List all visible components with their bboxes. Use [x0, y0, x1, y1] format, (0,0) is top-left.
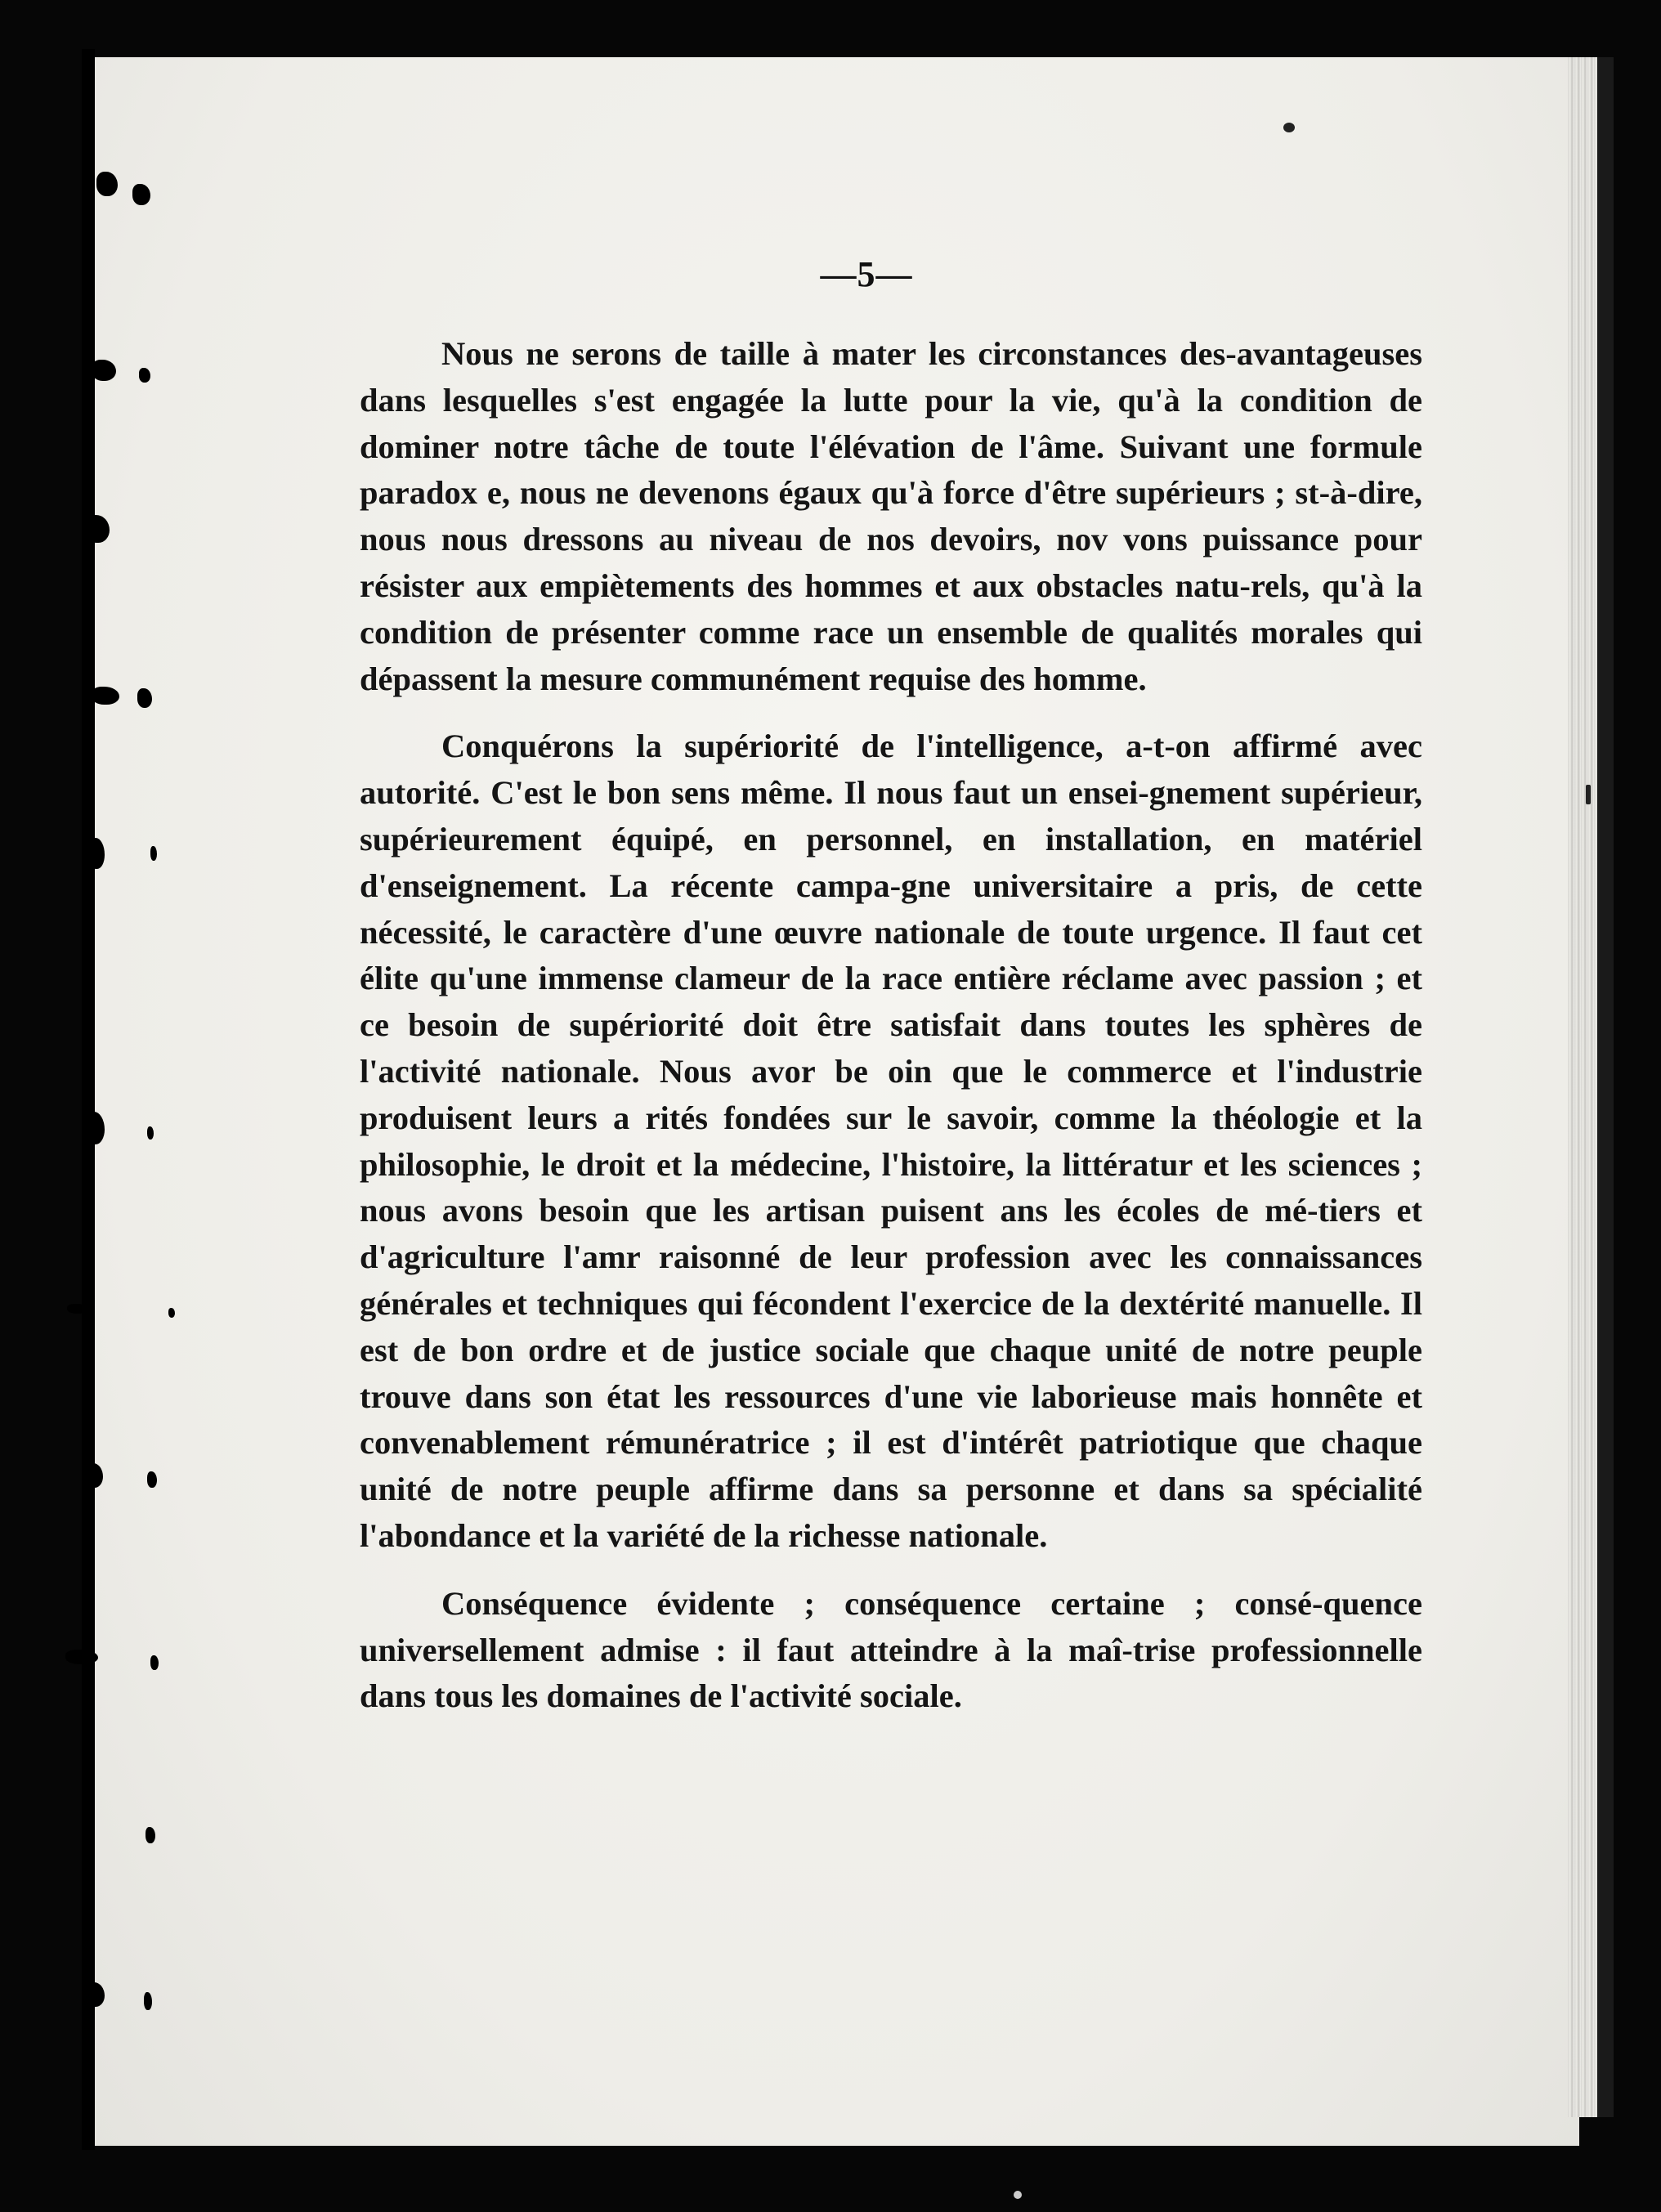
- binding-mark: [92, 360, 116, 381]
- binding-mark: [92, 687, 119, 705]
- paper-speck: [1014, 2191, 1022, 2199]
- binding-mark: [85, 1982, 105, 2007]
- binding-mark: [85, 1463, 103, 1488]
- binding-mark: [144, 1992, 152, 2010]
- paper-speck: [1283, 123, 1295, 132]
- paper-speck: [1586, 785, 1591, 804]
- binding-mark: [137, 688, 152, 708]
- binding-mark: [65, 1650, 98, 1664]
- binding-mark: [132, 184, 150, 205]
- binding-mark: [147, 1471, 157, 1488]
- page-number: —5—: [820, 254, 913, 294]
- binding-mark: [139, 368, 150, 383]
- binding-mark: [150, 1655, 159, 1670]
- binding-mark: [168, 1308, 175, 1318]
- binding-mark: [150, 846, 157, 861]
- page-edge-shadow: [1597, 57, 1614, 2117]
- paragraph: Nous ne serons de taille à mater les circonstances des-avantageuses dans lesquelles s'est engagée la lutte pour la vie, qu'à la condition de dominer notre tâche de toute l'élévation de l'âme. Suivant une formule paradox e, nous ne devenons égaux qu'à force d'être supérieurs ; st-à-dire, nous nous dressons au niveau de nos devoirs, nov vons puissance pour résister aux empiètements des hommes et aux obstacles natu-rels, qu'à la condition de présenter comme race un ensemble de qualités morales qui dépassent la mesure communément requise des homme.: [360, 335, 1422, 697]
- body-text: [360, 331, 1422, 1720]
- paragraph: Conséquence évidente ; conséquence certaine ; consé-quence universellement admise : il faut atteindre à la maî-trise professionnelle dans tous les domaines de l'activité sociale.: [360, 1584, 1422, 1715]
- binding-mark: [96, 172, 118, 196]
- paragraph: Conquérons la supériorité de l'intelligence, a-t-on affirmé avec autorité. C'est le bon sens même. Il nous faut un ensei-gnement supérieur, supérieurement équipé, en personnel, en installation, en matériel d'enseignement. La récente campa-gne universitaire a pris, de cette nécessité, le caractère d'une œuvre nationale de toute urgence. Il faut cet élite qu'une immense clameur de la race entière réclame avec passion ; et ce besoin de supériorité doit être satisfait dans toutes les sphères de l'activité nationale. Nous avor be oin que le commerce et l'industrie produisent leurs a rités fondées sur le savoir, comme la théologie et la philosophie, le droit et la médecine, l'histoire, la littératur et les sciences ; nous avons besoin que les artisan puisent ans les écoles de mé-tiers et d'agriculture l'amr raisonné de leur profession avec les connaissances générales et techniques qui fécondent l'exercice de la dextérité manuelle. Il est de bon ordre et de justice sociale que chaque unité de notre peuple trouve dans son état les ressources d'une vie laborieuse mais honnête et convenablement rémunératrice ; il est d'intérêt patriotique que chaque unité de notre peuple affirme dans sa personne et dans sa spécialité l'abondance et la variété de la richesse nationale.: [360, 728, 1422, 1554]
- page-edge-stack: [1568, 57, 1597, 2117]
- binding-mark: [85, 515, 110, 543]
- binding-mark: [85, 1112, 105, 1144]
- binding-mark: [67, 1304, 88, 1314]
- binding-mark: [146, 1827, 155, 1843]
- binding-mark: [147, 1126, 154, 1140]
- binding-mark: [88, 838, 105, 869]
